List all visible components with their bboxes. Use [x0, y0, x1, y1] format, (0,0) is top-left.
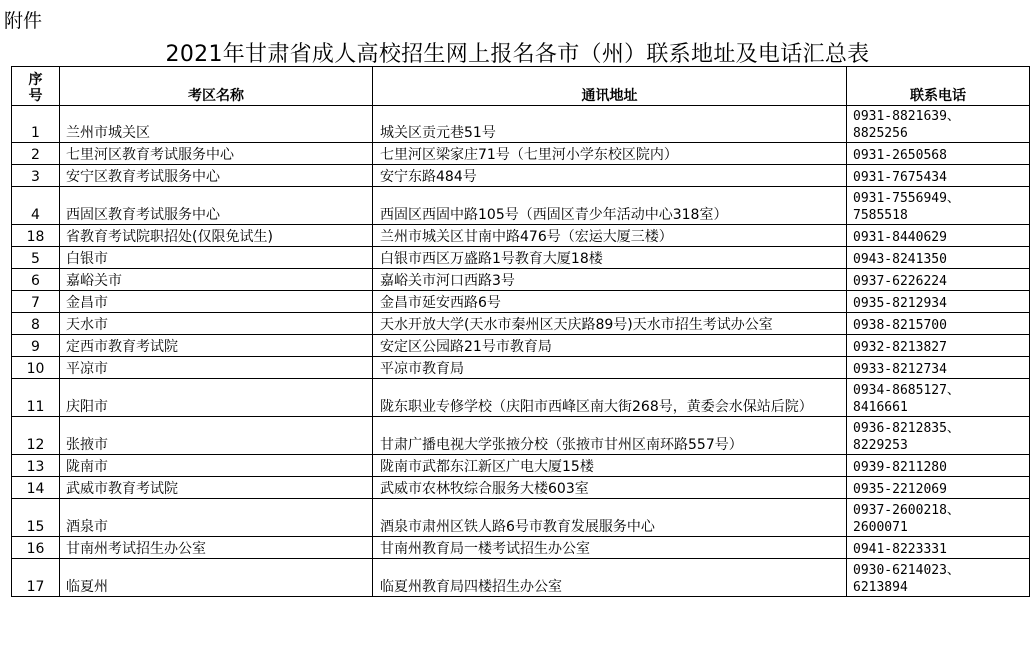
row-number: 7: [12, 291, 60, 313]
row-phone: 0934-8685127、 8416661: [847, 379, 1030, 417]
row-phone: 0930-6214023、 6213894: [847, 559, 1030, 597]
row-number: 12: [12, 417, 60, 455]
row-number: 3: [12, 165, 60, 187]
row-district-name: 兰州市城关区: [60, 106, 373, 143]
row-phone: 0932-8213827: [847, 335, 1030, 357]
row-district-name: 天水市: [60, 313, 373, 335]
row-district-name: 酒泉市: [60, 499, 373, 537]
row-number: 5: [12, 247, 60, 269]
row-number: 9: [12, 335, 60, 357]
row-address: 酒泉市肃州区铁人路6号市教育发展服务中心: [373, 499, 847, 537]
row-district-name: 庆阳市: [60, 379, 373, 417]
row-district-name: 白银市: [60, 247, 373, 269]
table-row: [12, 335, 1030, 357]
row-district-name: 陇南市: [60, 455, 373, 477]
row-address: 武威市农林牧综合服务大楼603室: [373, 477, 847, 499]
row-number: 14: [12, 477, 60, 499]
table-row: [12, 269, 1030, 291]
row-address: 甘肃广播电视大学张掖分校（张掖市甘州区南环路557号）: [373, 417, 847, 455]
table-header-row: [12, 67, 1030, 106]
header-phone: 联系电话: [847, 67, 1030, 106]
row-phone: 0931-7675434: [847, 165, 1030, 187]
table-row: [12, 225, 1030, 247]
row-phone: 0931-7556949、 7585518: [847, 187, 1030, 225]
row-phone: 0935-8212934: [847, 291, 1030, 313]
row-address: 西固区西固中路105号（西固区青少年活动中心318室）: [373, 187, 847, 225]
row-district-name: 金昌市: [60, 291, 373, 313]
table-row: [12, 313, 1030, 335]
header-name: 考区名称: [60, 67, 373, 106]
table-row: [12, 559, 1030, 597]
row-number: 6: [12, 269, 60, 291]
row-address: 金昌市延安西路6号: [373, 291, 847, 313]
row-address: 兰州市城关区甘南中路476号（宏运大厦三楼）: [373, 225, 847, 247]
row-phone: 0931-8440629: [847, 225, 1030, 247]
row-number: 15: [12, 499, 60, 537]
table-row: [12, 499, 1030, 537]
row-district-name: 甘南州考试招生办公室: [60, 537, 373, 559]
row-phone: 0935-2212069: [847, 477, 1030, 499]
table-row: [12, 143, 1030, 165]
row-address: 七里河区梁家庄71号（七里河小学东校区院内）: [373, 143, 847, 165]
row-number: 11: [12, 379, 60, 417]
table-row: [12, 417, 1030, 455]
row-number: 13: [12, 455, 60, 477]
row-number: 2: [12, 143, 60, 165]
row-address: 安定区公园路21号市教育局: [373, 335, 847, 357]
row-number: 16: [12, 537, 60, 559]
row-phone: 0931-8821639、 8825256: [847, 106, 1030, 143]
row-phone: 0937-2600218、 2600071: [847, 499, 1030, 537]
row-number: 1: [12, 106, 60, 143]
table-row: [12, 537, 1030, 559]
row-phone: 0943-8241350: [847, 247, 1030, 269]
row-district-name: 七里河区教育考试服务中心: [60, 143, 373, 165]
row-address: 城关区贡元巷51号: [373, 106, 847, 143]
row-district-name: 张掖市: [60, 417, 373, 455]
row-phone: 0941-8223331: [847, 537, 1030, 559]
header-address: 通讯地址: [373, 67, 847, 106]
table-row: [12, 477, 1030, 499]
row-district-name: 武威市教育考试院: [60, 477, 373, 499]
row-number: 17: [12, 559, 60, 597]
row-phone: 0937-6226224: [847, 269, 1030, 291]
row-address: 天水开放大学(天水市秦州区天庆路89号)天水市招生考试办公室: [373, 313, 847, 335]
header-no: 序 号: [12, 67, 60, 106]
contact-table: [11, 66, 1030, 597]
row-number: 4: [12, 187, 60, 225]
row-district-name: 安宁区教育考试服务中心: [60, 165, 373, 187]
row-district-name: 平凉市: [60, 357, 373, 379]
row-district-name: 嘉峪关市: [60, 269, 373, 291]
row-address: 陇南市武都东江新区广电大厦15楼: [373, 455, 847, 477]
row-address: 安宁东路484号: [373, 165, 847, 187]
table-body: [12, 106, 1030, 597]
table-row: [12, 247, 1030, 269]
table-row: [12, 357, 1030, 379]
row-address: 嘉峪关市河口西路3号: [373, 269, 847, 291]
table-row: [12, 291, 1030, 313]
row-address: 白银市西区万盛路1号教育大厦18楼: [373, 247, 847, 269]
row-district-name: 省教育考试院职招处(仅限免试生): [60, 225, 373, 247]
row-phone: 0936-8212835、 8229253: [847, 417, 1030, 455]
row-number: 10: [12, 357, 60, 379]
row-district-name: 定西市教育考试院: [60, 335, 373, 357]
row-address: 陇东职业专修学校（庆阳市西峰区南大街268号，黄委会水保站后院）: [373, 379, 847, 417]
row-number: 8: [12, 313, 60, 335]
row-phone: 0938-8215700: [847, 313, 1030, 335]
row-address: 临夏州教育局四楼招生办公室: [373, 559, 847, 597]
table-row: [12, 187, 1030, 225]
row-district-name: 临夏州: [60, 559, 373, 597]
row-phone: 0931-2650568: [847, 143, 1030, 165]
row-phone: 0939-8211280: [847, 455, 1030, 477]
table-row: [12, 379, 1030, 417]
table-row: [12, 455, 1030, 477]
attachment-label: 附件: [4, 10, 43, 32]
row-phone: 0933-8212734: [847, 357, 1030, 379]
row-district-name: 西固区教育考试服务中心: [60, 187, 373, 225]
row-number: 18: [12, 225, 60, 247]
row-address: 平凉市教育局: [373, 357, 847, 379]
document-title: 2021年甘肃省成人高校招生网上报名各市（州）联系地址及电话汇总表: [165, 42, 870, 67]
table-row: [12, 106, 1030, 143]
table-row: [12, 165, 1030, 187]
row-address: 甘南州教育局一楼考试招生办公室: [373, 537, 847, 559]
